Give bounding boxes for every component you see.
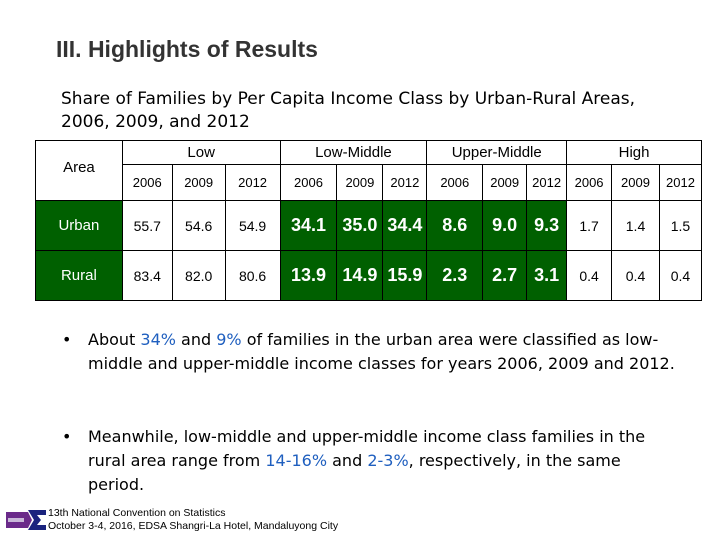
- table-cell: 15.9: [383, 251, 427, 301]
- table-cell: 80.6: [225, 251, 280, 301]
- table-cell: 54.9: [225, 201, 280, 251]
- table-cell: 9.3: [527, 201, 567, 251]
- income-class-table: [35, 140, 702, 301]
- bullet-dot: •: [62, 427, 72, 446]
- group-header: Low-Middle: [280, 141, 427, 165]
- footer: [48, 507, 338, 533]
- table-cell: 3.1: [527, 251, 567, 301]
- table-cell: 1.4: [612, 201, 660, 251]
- bullet-dot: •: [62, 330, 72, 349]
- bullet-1: [62, 328, 677, 376]
- year-header: 2006: [567, 165, 612, 201]
- convention-logo-icon: [6, 508, 46, 532]
- table-cell: 13.9: [280, 251, 337, 301]
- table-cell: 55.7: [122, 201, 172, 251]
- table-cell: 0.4: [659, 251, 701, 301]
- highlight: 9%: [216, 330, 242, 349]
- group-header: Low: [122, 141, 280, 165]
- year-header: 2012: [527, 165, 567, 201]
- table-cell: 34.4: [383, 201, 427, 251]
- year-header: 2006: [427, 165, 483, 201]
- area-header: Area: [36, 141, 123, 201]
- table-cell: 1.7: [567, 201, 612, 251]
- footer-line-2: October 3-4, 2016, EDSA Shangri-La Hotel, Mandaluyong City: [48, 520, 339, 532]
- highlight: 2-3%: [367, 451, 409, 470]
- year-header: 2006: [122, 165, 172, 201]
- table-cell: 1.5: [659, 201, 701, 251]
- table-cell: 0.4: [612, 251, 660, 301]
- text: and: [327, 451, 368, 470]
- year-header: 2009: [337, 165, 383, 201]
- text: , respectively, in the same period.: [88, 451, 621, 494]
- year-header: 2009: [483, 165, 527, 201]
- text: of families in the urban area were classified as low-middle and upper-middle income classes for years 2006, 2009 and 2012.: [88, 330, 675, 373]
- table-cell: 83.4: [122, 251, 172, 301]
- group-header: High: [567, 141, 702, 165]
- table-title: Share of Families by Per Capita Income Class by Urban-Rural Areas, 2006, 2009, and 2012: [61, 89, 636, 132]
- year-header: 2012: [659, 165, 701, 201]
- text: and: [175, 330, 217, 349]
- table-cell: 34.1: [280, 201, 337, 251]
- year-header: 2009: [612, 165, 660, 201]
- table-cell: 14.9: [337, 251, 383, 301]
- table-cell: 35.0: [337, 201, 383, 251]
- table-cell: 2.3: [427, 251, 483, 301]
- year-header: 2009: [172, 165, 225, 201]
- table-cell: 0.4: [567, 251, 612, 301]
- row-area: Urban: [36, 201, 123, 251]
- highlight: 34%: [140, 330, 176, 349]
- slide-title: III. Highlights of Results: [56, 36, 318, 62]
- text: Meanwhile, low-middle and upper-middle income class families in the rural area range from: [88, 427, 646, 470]
- table-cell: 54.6: [172, 201, 225, 251]
- table-cell: 82.0: [172, 251, 225, 301]
- year-header: 2012: [225, 165, 280, 201]
- row-area: Rural: [36, 251, 123, 301]
- year-header: 2006: [280, 165, 337, 201]
- table-cell: 9.0: [483, 201, 527, 251]
- year-header: 2012: [383, 165, 427, 201]
- text: About: [88, 330, 141, 349]
- group-header: Upper-Middle: [427, 141, 567, 165]
- table-cell: 2.7: [483, 251, 527, 301]
- footer-line-1: 13th National Convention on Statistics: [48, 507, 226, 519]
- highlight: 14-16%: [265, 451, 328, 470]
- bullet-2: [62, 425, 677, 497]
- table-cell: 8.6: [427, 201, 483, 251]
